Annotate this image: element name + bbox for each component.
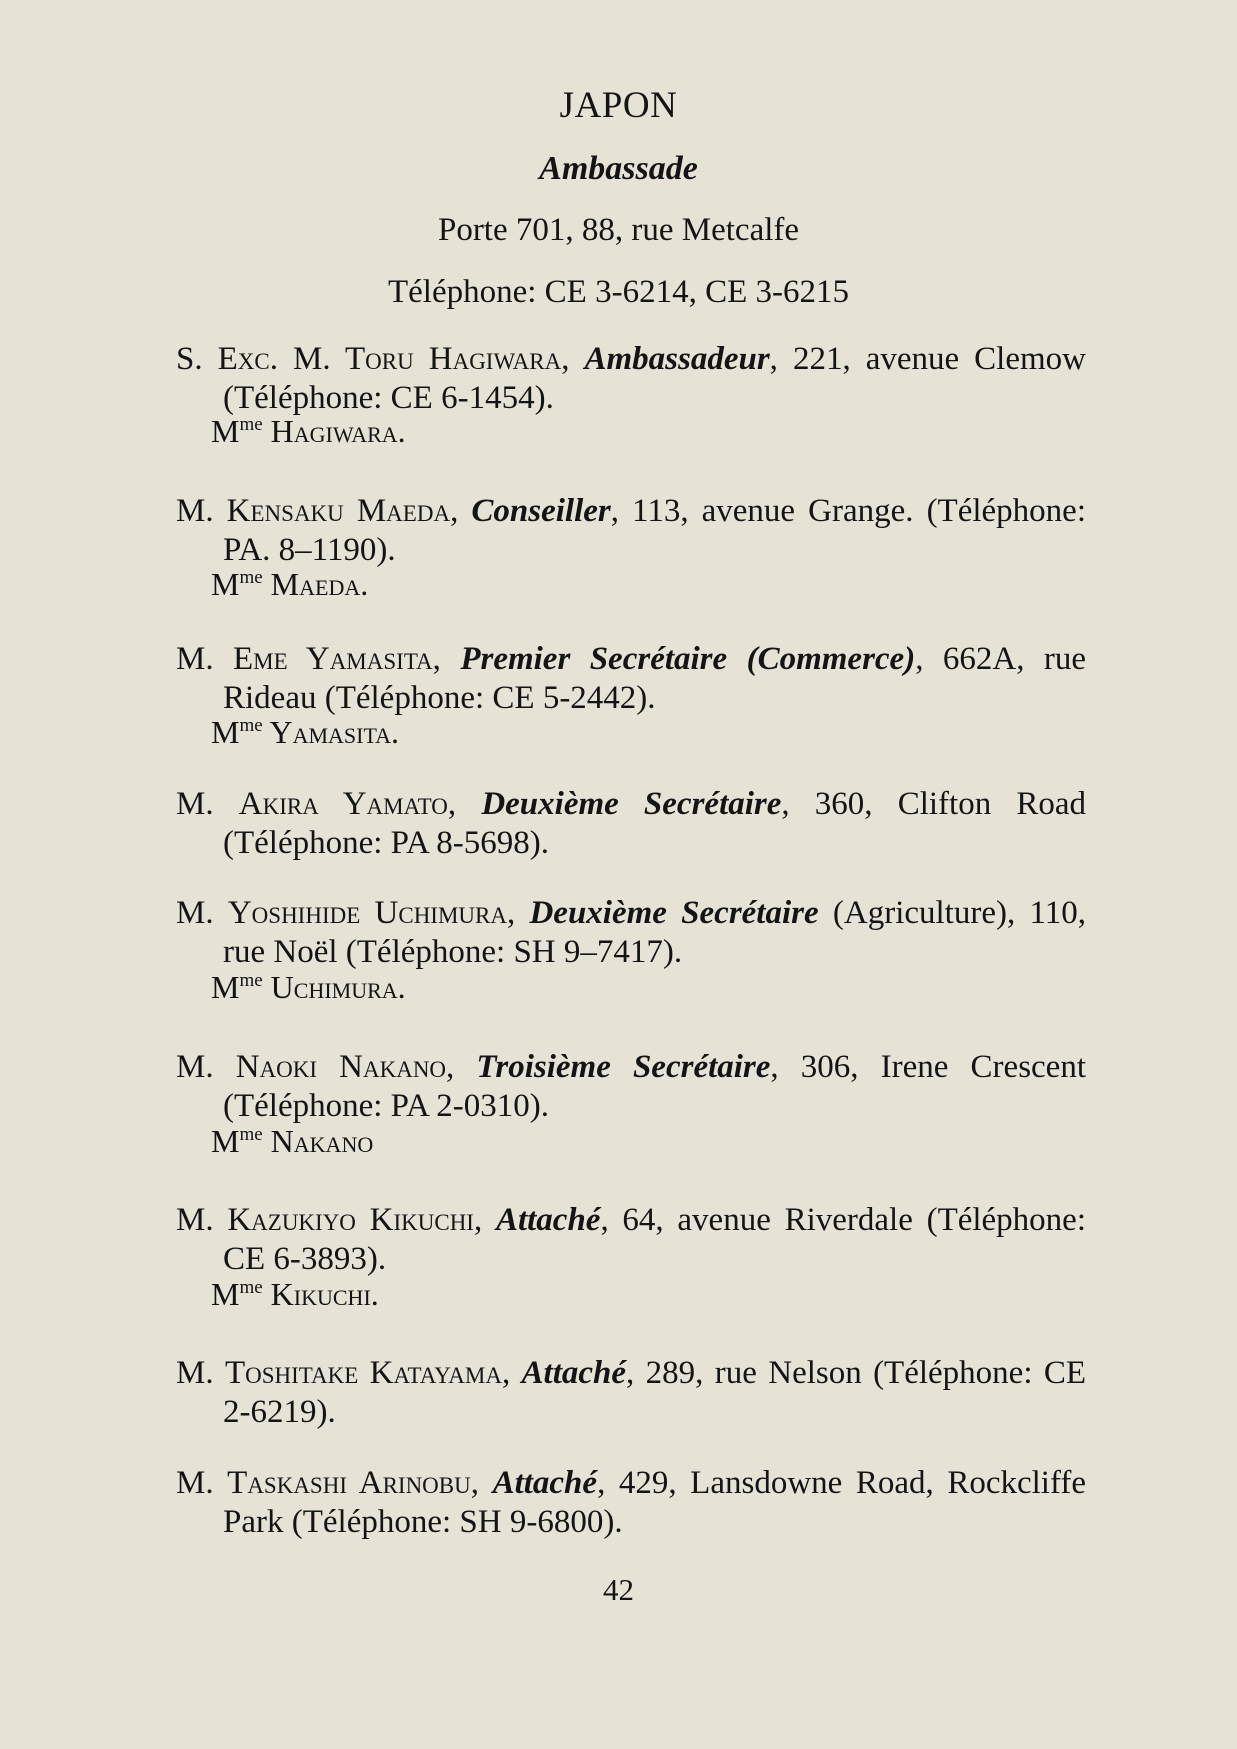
entry-prefix: M. <box>176 493 227 529</box>
entry-name: Toru Hagiwara <box>345 341 562 377</box>
staff-entry <box>176 1354 1086 1432</box>
staff-entry <box>176 785 1086 863</box>
entry-details: , 662A, rue Rideau (Téléphone: CE 5-2442). <box>223 641 1087 716</box>
entry-name: Kensaku Maeda <box>226 493 451 529</box>
entry-details: , 306, Irene Crescent (Téléphone: PA 2-0310). <box>223 1049 1087 1124</box>
entry-name: Naoki Nakano <box>235 1049 447 1085</box>
staff-entry <box>176 340 1086 418</box>
staff-entry <box>176 1464 1086 1542</box>
entry-text: M. Kensaku Maeda, Conseiller, 113, avenue Grange. (Téléphone: PA. 8–1190). <box>176 493 1086 568</box>
entry-name: Kazukiyo Kikuchi <box>227 1202 474 1238</box>
entry-prefix: S. Exc. M. <box>176 341 346 377</box>
entry-text: M. Toshitake Katayama, Attaché, 289, rue Nelson (Téléphone: CE 2-6219). <box>176 1355 1087 1430</box>
entry-prefix: M. <box>176 1202 228 1238</box>
spouse-line: $M^{me}$ Kikuchi. <box>211 1276 379 1312</box>
entry-prefix: M. <box>176 895 228 931</box>
entry-details: , 221, avenue Clemow (Téléphone: CE 6-1454). <box>223 341 1086 416</box>
entry-name: Taskashi Arinobu <box>227 1465 471 1501</box>
entry-details: (Agriculture), 110, rue Noël (Téléphone: SH 9–7417). <box>223 895 1086 970</box>
entry-details: , 113, avenue Grange. (Téléphone: PA. 8–1190). <box>223 493 1086 568</box>
spouse-line: $M^{me}$ Maeda. <box>211 566 369 602</box>
spouse-line: $M^{me}$ Hagiwara. <box>211 413 406 449</box>
entry-name: Toshitake Katayama <box>224 1355 502 1391</box>
entry-name: Eme Yamasita <box>233 641 433 677</box>
entry-title: Troisième Secrétaire <box>476 1049 771 1085</box>
embassy-phone: Téléphone: CE 3-6214, CE 3-6215 <box>387 274 849 310</box>
entry-text: M. Kazukiyo Kikuchi, Attaché, 64, avenue Riverdale (Téléphone: CE 6-3893). <box>176 1202 1086 1277</box>
entry-title: Deuxième Secrétaire <box>529 895 819 931</box>
entry-title: Attaché <box>492 1465 598 1501</box>
embassy-address: Porte 701, 88, rue Metcalfe <box>437 212 800 248</box>
staff-entry <box>176 640 1086 718</box>
entry-prefix: M. <box>176 786 239 822</box>
entry-details: , 64, avenue Riverdale (Téléphone: CE 6-3893). <box>223 1202 1086 1277</box>
entry-text: M. Eme Yamasita, Premier Secrétaire (Commerce), 662A, rue Rideau (Téléphone: CE 5-2442). <box>176 641 1087 716</box>
entry-text: M. Naoki Nakano, Troisième Secrétaire, 306, Irene Crescent (Téléphone: PA 2-0310). <box>176 1049 1087 1124</box>
entry-title: Conseiller <box>471 493 611 529</box>
staff-entry <box>176 1048 1086 1126</box>
entry-details: , 429, Lansdowne Road, Rockcliffe Park (Téléphone: SH 9-6800). <box>223 1465 1086 1540</box>
entry-title: Attaché <box>495 1202 601 1238</box>
entry-name: Akira Yamato <box>238 786 448 822</box>
entry-details: , 289, rue Nelson (Téléphone: CE 2-6219). <box>223 1355 1087 1430</box>
entry-prefix: M. <box>176 1465 228 1501</box>
entry-prefix: M. <box>176 641 234 677</box>
staff-entry <box>176 492 1086 570</box>
spouse-line: $M^{me}$ Nakano <box>211 1123 374 1159</box>
entry-name: Yoshihide Uchimura <box>227 895 507 931</box>
country-heading: JAPON <box>559 85 678 126</box>
entry-text: M. Akira Yamato, Deuxième Secrétaire, 360, Clifton Road (Téléphone: PA 8-5698). <box>176 786 1087 861</box>
entry-prefix: M. <box>176 1355 225 1391</box>
entry-title: Premier Secrétaire (Commerce) <box>460 641 916 677</box>
page-number: 42 <box>603 1572 634 1607</box>
spouse-line: $M^{me}$ Yamasita. <box>211 714 400 750</box>
entry-details: , 360, Clifton Road (Téléphone: PA 8-5698). <box>223 786 1087 861</box>
spouse-line: $M^{me}$ Uchimura. <box>211 969 406 1005</box>
entry-text: M. Taskashi Arinobu, Attaché, 429, Lansdowne Road, Rockcliffe Park (Téléphone: SH 9-6800). <box>176 1465 1086 1540</box>
entry-text: S. Exc. M. Toru Hagiwara, Ambassadeur, 221, avenue Clemow (Téléphone: CE 6-1454). <box>176 341 1086 416</box>
staff-entry <box>176 1201 1086 1279</box>
entry-prefix: M. <box>176 1049 236 1085</box>
entry-title: Ambassadeur <box>584 341 770 377</box>
staff-entry <box>176 894 1086 972</box>
section-heading: Ambassade <box>539 150 698 187</box>
entry-title: Attaché <box>521 1355 627 1391</box>
entry-text: M. Yoshihide Uchimura, Deuxième Secrétaire (Agriculture), 110, rue Noël (Téléphone: SH 9–7417). <box>176 895 1086 970</box>
entry-title: Deuxième Secrétaire <box>481 786 782 822</box>
